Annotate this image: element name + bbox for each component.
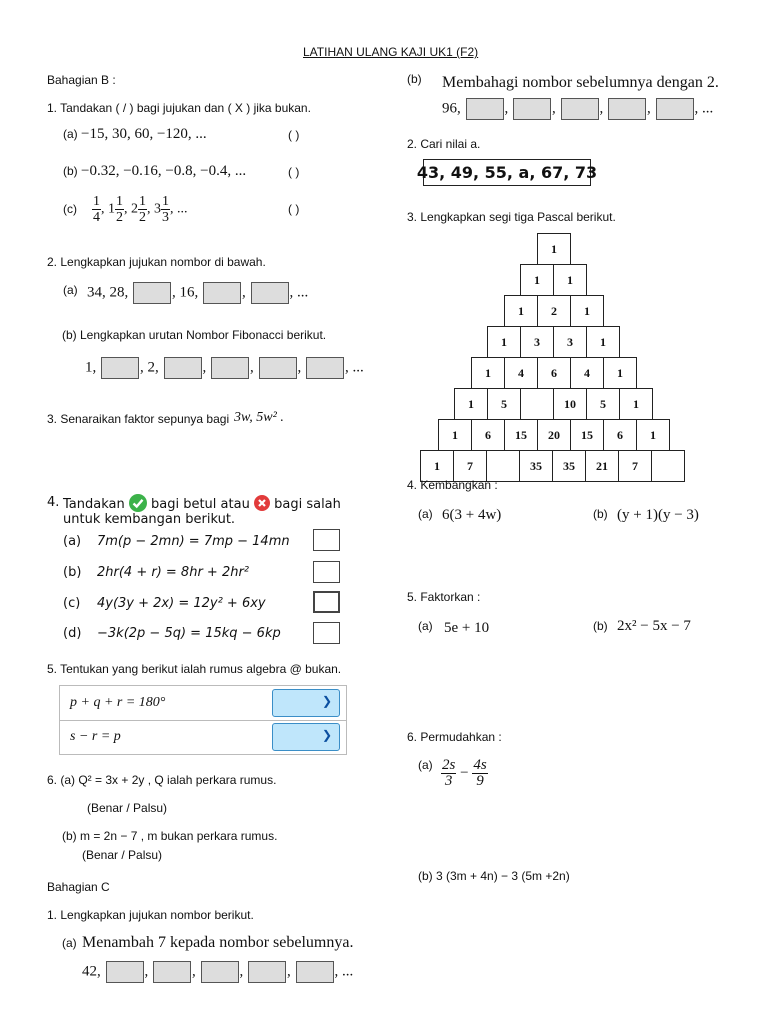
section-b-heading: Bahagian B : <box>47 73 116 87</box>
q1b-label: (b) <box>63 164 78 178</box>
pascal-cell: 1 <box>520 264 554 296</box>
r-q4b-label: (b) <box>593 507 608 521</box>
r-q6a-num1: 2s <box>442 757 456 773</box>
q2b-mid: , 2, <box>140 359 159 376</box>
q2b-end: , ... <box>345 359 364 376</box>
pascal-cell: 1 <box>570 295 604 327</box>
q4-line1-b: bagi betul atau <box>151 497 250 512</box>
q2a-blank-1[interactable] <box>133 282 171 304</box>
q4d-expr: −3k(2p − 5q) = 15kq − 6kp <box>97 626 281 641</box>
q6b-choice[interactable]: (Benar / Palsu) <box>82 848 163 862</box>
r-q6a-label: (a) <box>418 758 433 772</box>
pascal-blank-cell[interactable] <box>520 388 554 420</box>
pascal-cell: 1 <box>487 326 521 358</box>
q5-row-1 <box>60 686 346 721</box>
q4a-row <box>63 534 290 549</box>
q6b-line: (b) m = 2n − 7 , m bukan perkara rumus. <box>62 829 278 843</box>
q4b-expr: 2hr(4 + r) = 8hr + 2hr² <box>97 565 250 580</box>
pascal-cell: 1 <box>454 388 488 420</box>
pascal-cell: 3 <box>553 326 587 358</box>
pascal-cell: 6 <box>471 419 505 451</box>
pascal-cell: 4 <box>570 357 604 389</box>
c1b-sep: , <box>647 100 651 117</box>
r-q6a-den1: 3 <box>444 773 453 789</box>
q6a-line: 6. (a) Q² = 3x + 2y , Q ialah perkara rumus. <box>47 773 277 787</box>
q4-line1 <box>63 494 341 512</box>
q5-formula-1: p + q + r = 180° <box>70 695 166 710</box>
c1a-row <box>82 961 353 983</box>
q4d-label: (d) <box>63 626 82 641</box>
check-icon <box>129 494 147 512</box>
worksheet-title: LATIHAN ULANG KAJI UK1 (F2) <box>303 45 479 59</box>
q2b-start: 1, <box>85 359 97 376</box>
pascal-cell: 1 <box>553 264 587 296</box>
c1a-text: Menambah 7 kepada nombor sebelumnya. <box>82 934 354 951</box>
pascal-cell: 1 <box>438 419 472 451</box>
q2a-start: 34, 28, <box>87 284 129 301</box>
q3-prompt: 3. Senaraikan faktor sepunya bagi <box>47 412 230 426</box>
r-q5b-expr: 2x² − 5x − 7 <box>617 618 691 634</box>
c1b-row <box>442 98 713 120</box>
q4c-row <box>63 596 266 611</box>
q1a-answer[interactable]: ( ) <box>288 128 300 142</box>
q2b-sep: , <box>297 359 302 376</box>
pascal-cell: 35 <box>519 450 553 482</box>
q2-prompt: 2. Lengkapkan jujukan nombor di bawah. <box>47 255 266 269</box>
q5-prompt: 5. Tentukan yang berikut ialah rumus algebra @ bukan. <box>47 662 342 676</box>
r-q6b-line: (b) 3 (3m + 4n) − 3 (5m +2n) <box>418 869 570 883</box>
r-q6-prompt: 6. Permudahkan : <box>407 730 502 744</box>
q4-line1-a: Tandakan <box>63 497 125 512</box>
q1a-row <box>63 126 207 143</box>
q1c-answer[interactable]: ( ) <box>288 202 300 216</box>
c1a-sep: , <box>192 963 196 980</box>
r-q5-prompt: 5. Faktorkan : <box>407 590 481 604</box>
c1b-blank-3[interactable] <box>561 98 599 120</box>
c1b-blank-5[interactable] <box>656 98 694 120</box>
pascal-cell: 15 <box>504 419 538 451</box>
c1b-blank-2[interactable] <box>513 98 551 120</box>
pascal-cell: 15 <box>570 419 604 451</box>
c1b-text: Membahagi nombor sebelumnya dengan 2. <box>442 74 719 91</box>
q4a-label: (a) <box>63 534 82 549</box>
r-q2-prompt: 2. Cari nilai a. <box>407 137 481 151</box>
c1a-blank-1[interactable] <box>106 961 144 983</box>
pascal-cell: 1 <box>619 388 653 420</box>
section-c-heading: Bahagian C <box>47 880 110 894</box>
chevron-down-icon: ❯ <box>321 728 332 742</box>
pascal-cell: 10 <box>553 388 587 420</box>
pascal-cell: 6 <box>603 419 637 451</box>
c1b-label: (b) <box>407 72 422 86</box>
c1a-start: 42, <box>82 963 101 980</box>
q2b-blank-1[interactable] <box>101 357 139 379</box>
pascal-cell: 2 <box>537 295 571 327</box>
q2b-sep: , <box>202 359 207 376</box>
q4c-label: (c) <box>63 596 81 611</box>
q2a-sep: , <box>242 284 246 301</box>
q5-row-2 <box>60 720 346 754</box>
pascal-cell: 6 <box>537 357 571 389</box>
q1b-answer[interactable]: ( ) <box>288 165 300 179</box>
pascal-blank-cell[interactable] <box>651 450 685 482</box>
q1b-sequence: −0.32, −0.16, −0.8, −0.4, ... <box>81 163 247 179</box>
r-q6a-num2: 4s <box>473 757 487 773</box>
c1a-blank-2[interactable] <box>153 961 191 983</box>
pascal-cell: 1 <box>603 357 637 389</box>
pascal-cell: 35 <box>552 450 586 482</box>
q1a-label: (a) <box>63 127 78 141</box>
c1b-blank-1[interactable] <box>466 98 504 120</box>
r-q6a-den2: 9 <box>476 773 484 789</box>
pascal-cell: 1 <box>636 419 670 451</box>
c1a-blank-4[interactable] <box>248 961 286 983</box>
c1a-blank-5[interactable] <box>296 961 334 983</box>
q3-expression: 3w, 5w² . <box>234 410 284 425</box>
pascal-cell: 1 <box>420 450 454 482</box>
c1b-end: , ... <box>694 100 714 117</box>
q1-prompt: 1. Tandakan ( / ) bagi jujukan dan ( X ) jika bukan. <box>47 101 311 115</box>
q5-dropdown-1[interactable] <box>272 689 340 717</box>
q1a-sequence: −15, 30, 60, −120, ... <box>81 126 207 142</box>
r-q4a-expr: 6(3 + 4w) <box>442 507 502 523</box>
q2b-blank-4[interactable] <box>259 357 297 379</box>
pascal-cell: 7 <box>618 450 652 482</box>
q2b-prompt: (b) Lengkapkan urutan Nombor Fibonacci berikut. <box>62 328 327 342</box>
r-q2-sequence-box: 43, 49, 55, a, 67, 73 <box>423 159 591 186</box>
c1a-blank-3[interactable] <box>201 961 239 983</box>
pascal-cell: 5 <box>487 388 521 420</box>
r-q5b-label: (b) <box>593 619 608 633</box>
q5-dropdown-2[interactable] <box>272 723 340 751</box>
c1b-sep: , <box>504 100 509 117</box>
r-q3-prompt: 3. Lengkapkan segi tiga Pascal berikut. <box>407 210 616 224</box>
r-q4a-label: (a) <box>418 507 433 521</box>
chevron-down-icon: ❯ <box>321 694 332 708</box>
c1b-sep: , <box>599 100 604 117</box>
r-q5a-expr: 5e + 10 <box>444 620 490 636</box>
q4b-row <box>63 565 249 580</box>
c1a-sep: , <box>287 963 291 980</box>
pascal-cell: 4 <box>504 357 538 389</box>
q2b-sep: , <box>250 359 254 376</box>
c1b-start: 96, <box>442 100 461 117</box>
r-q6a-op: − <box>460 764 469 781</box>
c1b-sep: , <box>552 100 556 117</box>
q6a-choice[interactable]: (Benar / Palsu) <box>87 801 168 815</box>
q4a-expr: 7m(p − 2mn) = 7mp − 14mn <box>97 534 290 549</box>
q2a-mid: , 16, <box>172 284 199 301</box>
q1c-sequence: $\frac{1}{4}$ , 1 $\frac{1}{2}$ , 2 $\frac{1}{2}$ , 3 $\frac{1}{3}$ , ... <box>93 194 188 225</box>
q4-line1-c: bagi salah <box>274 497 341 512</box>
q2a-row <box>87 282 308 304</box>
q2a-blank-2[interactable] <box>203 282 241 304</box>
pascal-cell: 1 <box>586 326 620 358</box>
c1a-sep: , <box>239 963 244 980</box>
q4d-row <box>63 626 281 641</box>
q1c-tail: , ... <box>170 201 188 217</box>
q4-number: 4. <box>47 495 60 510</box>
q4b-label: (b) <box>63 565 82 580</box>
q4c-checkbox[interactable] <box>313 591 340 613</box>
c1a-label: (a) <box>62 936 77 950</box>
q2b-row <box>85 357 364 379</box>
q2a-label: (a) <box>63 283 78 297</box>
pascal-cell: 1 <box>471 357 505 389</box>
q4a-checkbox[interactable] <box>313 529 340 551</box>
q4-line2: untuk kembangan berikut. <box>63 512 236 527</box>
q1b-row <box>63 163 246 180</box>
pascal-cell: 7 <box>453 450 487 482</box>
q2b-blank-3[interactable] <box>211 357 249 379</box>
r-q6a-expr <box>441 758 488 789</box>
pascal-cell: 5 <box>586 388 620 420</box>
q2b-blank-2[interactable] <box>164 357 202 379</box>
q4c-expr: 4y(3y + 2x) = 12y² + 6xy <box>97 596 266 611</box>
q5-table <box>59 685 347 755</box>
r-q4-prompt: 4. Kembangkan : <box>407 478 498 492</box>
c1-prompt: 1. Lengkapkan jujukan nombor berikut. <box>47 908 254 922</box>
pascal-cell: 21 <box>585 450 619 482</box>
pascal-cell: 1 <box>537 233 571 265</box>
c1a-sep: , <box>144 963 149 980</box>
q4b-checkbox[interactable] <box>313 561 340 583</box>
pascal-cell: 20 <box>537 419 571 451</box>
r-q4b-expr: (y + 1)(y − 3) <box>617 507 699 523</box>
q2a-blank-3[interactable] <box>251 282 289 304</box>
c1b-blank-4[interactable] <box>608 98 646 120</box>
q5-formula-2: s − r = p <box>70 729 121 744</box>
r-q5a-label: (a) <box>418 619 433 633</box>
pascal-cell: 3 <box>520 326 554 358</box>
q2b-blank-5[interactable] <box>306 357 344 379</box>
c1a-end: , ... <box>334 963 354 980</box>
pascal-cell: 1 <box>504 295 538 327</box>
q1c-label: (c) <box>63 202 77 216</box>
q4d-checkbox[interactable] <box>313 622 340 644</box>
q2a-end: , ... <box>289 284 309 301</box>
cross-icon <box>254 495 270 511</box>
